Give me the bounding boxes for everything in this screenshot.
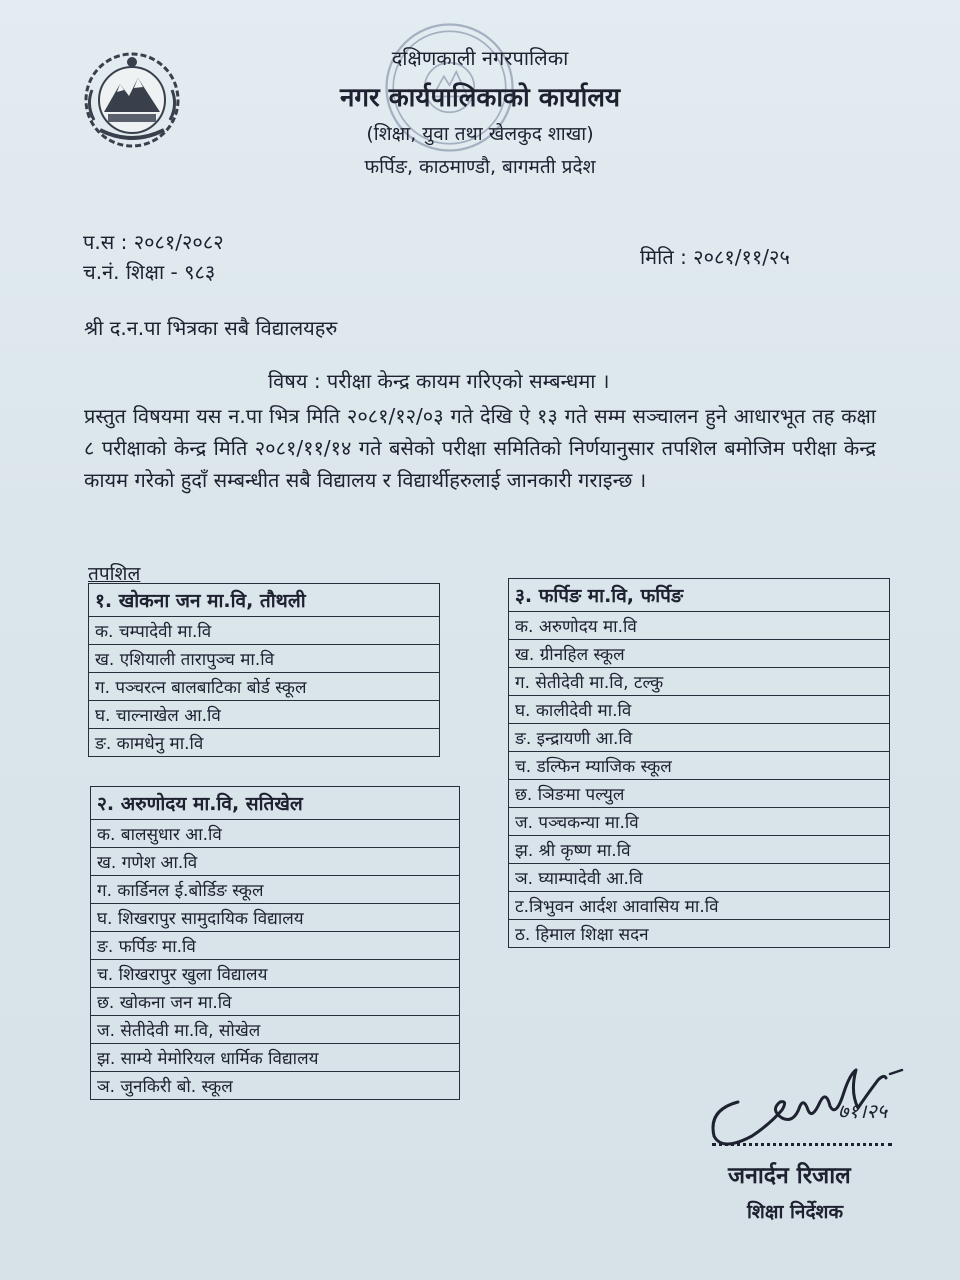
school-name: ङ. इन्द्रायणी आ.वि (509, 724, 890, 752)
school-name: ञ. घ्याम्पादेवी आ.वि (509, 864, 890, 892)
table-row (89, 645, 440, 673)
school-name: ज. सेतीदेवी मा.वि, सोखेल (91, 1016, 460, 1044)
subject-line: विषय : परीक्षा केन्द्र कायम गरिएको सम्बन्धमा । (268, 369, 610, 393)
exam-center-table-1 (88, 583, 440, 757)
school-name: क. अरुणोदय मा.वि (509, 612, 890, 640)
table-row (509, 579, 890, 612)
table-row (509, 724, 890, 752)
school-name: ख. गणेश आ.वि (91, 848, 460, 876)
nepal-emblem-icon (82, 50, 182, 150)
school-name: ख. एशियाली तारापुञ्च मा.वि (89, 645, 440, 673)
handwritten-signature (700, 1040, 930, 1160)
table-row (509, 640, 890, 668)
school-name: च. शिखरापुर खुला विद्यालय (91, 960, 460, 988)
tapsil-label: तपशिल (88, 563, 141, 585)
table-row (509, 668, 890, 696)
table-row (509, 808, 890, 836)
table-row (509, 836, 890, 864)
school-name: ङ. कामधेनु मा.वि (89, 729, 440, 757)
table-row (91, 1016, 460, 1044)
table-row (89, 701, 440, 729)
signatory-name: जनार्दन रिजाल (728, 1163, 851, 1189)
table-row (509, 752, 890, 780)
center-title: १. खोकना जन मा.वि, तौथली (89, 584, 440, 617)
table-row (91, 904, 460, 932)
table-row (91, 876, 460, 904)
school-name: ग. पञ्चरत्न बालबाटिका बोर्ड स्कूल (89, 673, 440, 701)
section-name: (शिक्षा, युवा तथा खेलकुद शाखा) (366, 123, 594, 145)
addressee: श्री द.न.पा भित्रका सबै विद्यालयहरु (84, 316, 338, 340)
school-name: ग. कार्डिनल ई.बोर्डिङ स्कूल (91, 876, 460, 904)
school-name: झ. श्री कृष्ण मा.वि (509, 836, 890, 864)
table-row (91, 848, 460, 876)
exam-center-table-2 (90, 786, 460, 1100)
school-name: झ. साम्ये मेमोरियल धार्मिक विद्यालय (91, 1044, 460, 1072)
table-row (89, 584, 440, 617)
body-paragraph: प्रस्तुत विषयमा यस न.पा भित्र मिति २०८१/१२/०३ गते देखि ऐ १३ गते सम्म सञ्चालन हुने आधारभूत तह कक्षा ८ परीक्षाको केन्द्र मिति २०८१/११/१४ गते बसेको परीक्षा समितिको निर्णयानुसार तपशिल बमोजिम परीक्षा केन्द्र कायम गरेको हुदाँ सम्बन्धीत सबै विद्यालय र विद्यार्थीहरुलाई जानकारी गराइन्छ । (84, 404, 876, 492)
school-name: ञ. जुनकिरी बो. स्कूल (91, 1072, 460, 1100)
office-address: फर्पिङ, काठमाण्डौ, बागमती प्रदेश (364, 156, 596, 178)
dispatch-number: च.नं. शिक्षा - ९८३ (83, 260, 216, 284)
letter-date: मिति : २०८१/११/२५ (640, 245, 790, 269)
table-row (509, 864, 890, 892)
table-row (91, 820, 460, 848)
municipality-name: दक्षिणकाली नगरपालिका (391, 46, 569, 70)
table-row (89, 673, 440, 701)
signature-line (712, 1143, 892, 1146)
table-row (91, 932, 460, 960)
table-row (509, 612, 890, 640)
signatory-designation: शिक्षा निर्देशक (747, 1201, 844, 1223)
table-row (509, 696, 890, 724)
table-row (91, 988, 460, 1016)
exam-center-table-3 (508, 578, 890, 948)
office-name: नगर कार्यपालिकाको कार्यालय (339, 83, 621, 113)
school-name: ज. पञ्चकन्या मा.वि (509, 808, 890, 836)
school-name: ग. सेतीदेवी मा.वि, टल्कु (509, 668, 890, 696)
school-name: ठ. हिमाल शिक्षा सदन (509, 920, 890, 948)
center-title: २. अरुणोदय मा.वि, सतिखेल (91, 787, 460, 820)
school-name: छ. ञिङमा पल्युल (509, 780, 890, 808)
school-name: क. बालसुधार आ.वि (91, 820, 460, 848)
table-row (91, 960, 460, 988)
table-row (89, 729, 440, 757)
school-name: च. डल्फिन म्याजिक स्कूल (509, 752, 890, 780)
school-name: घ. कालीदेवी मा.वि (509, 696, 890, 724)
signature-date: ७१।२५ (838, 1099, 888, 1123)
table-row (91, 787, 460, 820)
table-row (509, 780, 890, 808)
table-row (91, 1072, 460, 1100)
table-row (509, 920, 890, 948)
center-title: ३. फर्पिङ मा.वि, फर्पिङ (509, 579, 890, 612)
table-row (91, 1044, 460, 1072)
school-name: क. चम्पादेवी मा.वि (89, 617, 440, 645)
school-name: घ. शिखरापुर सामुदायिक विद्यालय (91, 904, 460, 932)
school-name: ङ. फर्पिङ मा.वि (91, 932, 460, 960)
table-row (509, 892, 890, 920)
school-name: ख. ग्रीनहिल स्कूल (509, 640, 890, 668)
school-name: छ. खोकना जन मा.वि (91, 988, 460, 1016)
fiscal-year: प.स : २०८१/२०८२ (83, 230, 224, 254)
table-row (89, 617, 440, 645)
school-name: ट.त्रिभुवन आर्दश आवासिय मा.वि (509, 892, 890, 920)
school-name: घ. चाल्नाखेल आ.वि (89, 701, 440, 729)
